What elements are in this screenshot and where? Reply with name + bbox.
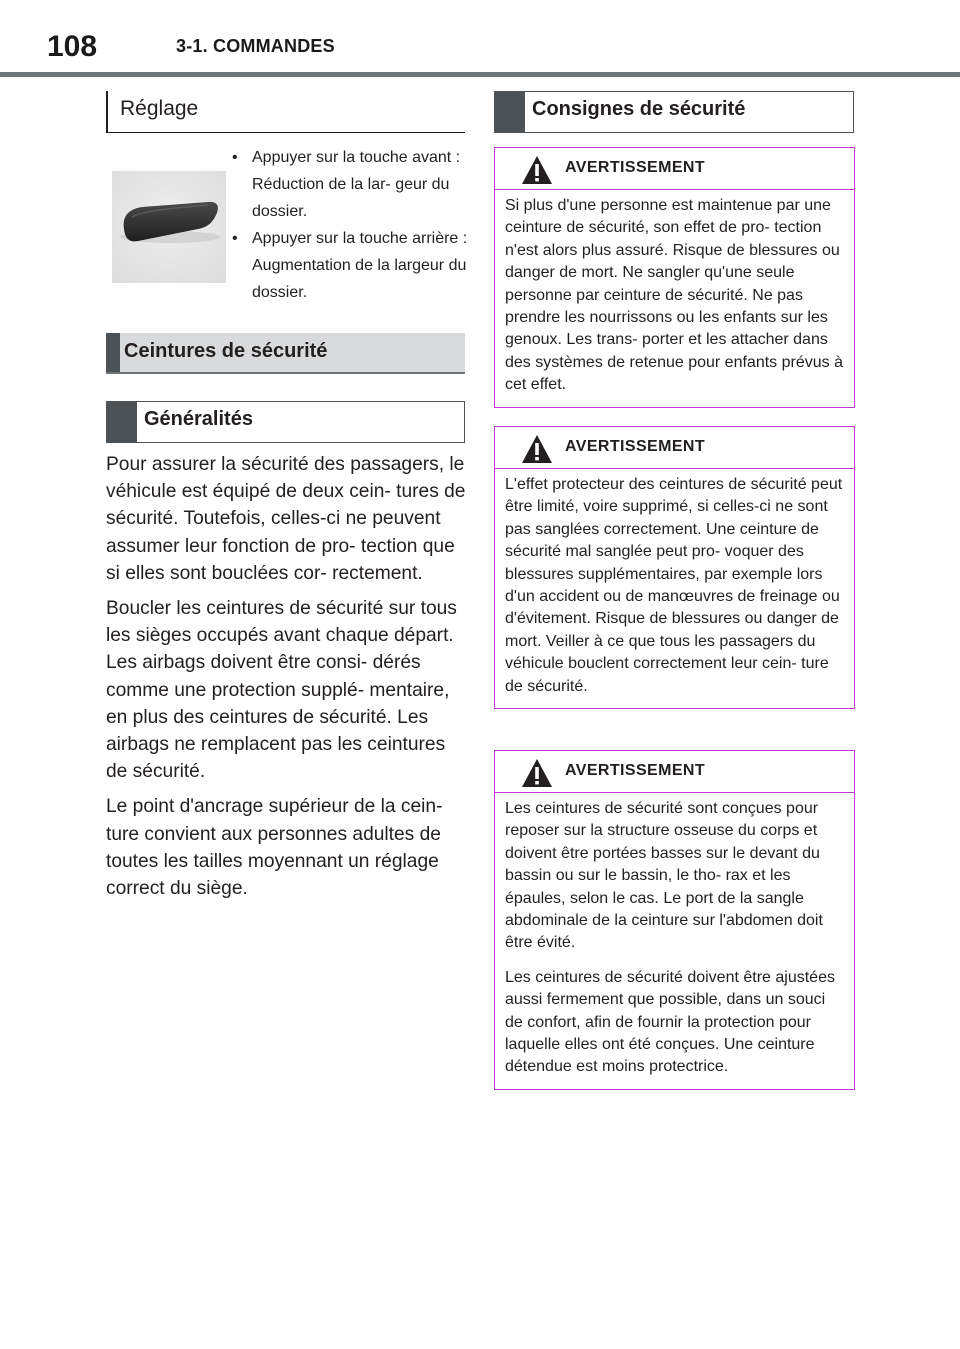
warning-box: [494, 426, 855, 709]
bullet-glyph: •: [232, 230, 238, 247]
heading-accent-bar: [107, 402, 137, 442]
paragraph: Les ceintures de sécurité doivent être ajustées aussi fermement que possible, dans un souci de confort, afin de fournir la protection pour laquelle elles ont été conçues. Une ceinture détendue est moins protectrice.: [505, 968, 835, 1076]
seat-button-image: [112, 171, 226, 283]
warning-header: [495, 148, 854, 190]
warning-body: [495, 190, 854, 407]
paragraph: Le point d'ancrage supérieur de la cein- ture convient aux personnes adultes de toutes les tailles moyennant un réglage correct du siège.: [106, 796, 443, 900]
warning-triangle-icon: [520, 757, 554, 789]
paragraph: Pour assurer la sécurité des passagers, le véhicule est équipé de deux cein- tures de sécurité. Toutefois, celles-ci ne peuvent assumer leur fonction de pro- tection que si elles sont bouclées cor- rectement.: [106, 454, 466, 584]
heading-accent-bar: [106, 333, 120, 372]
generalites-title: Généralités: [144, 408, 253, 430]
ceintures-heading: [106, 333, 465, 374]
list-item: [230, 144, 470, 225]
warning-triangle-icon: [520, 154, 554, 186]
section-label: 3-1. COMMANDES: [176, 36, 335, 56]
reglage-bullet-list: [230, 144, 470, 306]
page-header: [0, 0, 960, 78]
warning-box: [494, 750, 855, 1090]
reglage-title: Réglage: [120, 97, 199, 120]
warning-body: [495, 469, 854, 708]
warning-triangle-icon: [520, 433, 554, 465]
generalites-body: [106, 451, 468, 910]
paragraph: Si plus d'une personne est maintenue par une ceinture de sécurité, son effet de pro- tection n'est alors plus assuré. Risque de blessures ou danger de mort. Ne sangler qu'une seule personne par ceinture de sécurité. Ne pas prendre les nourrissons ou les enfants sur les genoux. Les trans- porter et les attacher dans des systèmes de retenue pour enfants prévus à cet effet.: [505, 197, 843, 394]
ceintures-title: Ceintures de sécurité: [124, 340, 328, 362]
consignes-heading: [494, 91, 854, 133]
warning-box: [494, 147, 855, 408]
bullet-text: Appuyer sur la touche arrière : Augmentation de la largeur du dossier.: [252, 230, 468, 301]
warning-label: AVERTISSEMENT: [565, 159, 706, 176]
seat-width-button-illustration: [112, 171, 226, 283]
paragraph: Boucler les ceintures de sécurité sur tous les sièges occupés avant chaque départ. Les airbags doivent être consi- dérés comme une protection supplé- mentaire, en plus des ceintures de sécurité. Les airbags ne remplacent pas les ceintures de sécurité.: [106, 598, 457, 783]
generalites-heading: [106, 401, 465, 443]
warning-body: [495, 793, 854, 1089]
bullet-glyph: •: [232, 149, 238, 166]
list-item: [230, 225, 470, 306]
warning-header: [495, 427, 854, 469]
header-rule: [0, 72, 960, 77]
reglage-heading: [106, 91, 465, 133]
bullet-text: Appuyer sur la touche avant : Réduction de la lar- geur du dossier.: [252, 149, 461, 220]
page-number: 108: [47, 30, 98, 63]
paragraph: L'effet protecteur des ceintures de sécurité peut être limité, voire supprimé, si celles-ci ne sont pas sanglées correctement. Une ceinture de sécurité mal sanglée peut pro- voquer des blessures supplémentaires, par exemple lors d'un accident ou de manœuvres de freinage ou d'évitement. Risque de blessures ou danger de mort. Veiller à ce que tous les passagers du véhicule bouclent correctement leur cein- ture de sécurité.: [505, 476, 843, 695]
warning-header: [495, 751, 854, 793]
heading-accent-bar: [495, 92, 525, 132]
warning-label: AVERTISSEMENT: [565, 438, 706, 455]
warning-label: AVERTISSEMENT: [565, 762, 706, 779]
paragraph: Les ceintures de sécurité sont conçues pour reposer sur la structure osseuse du corps et doivent être portées basses sur le devant du bassin ou sur le bassin, le tho- rax et les épaules, selon le cas. Le port de la sangle abdominale de la ceinture sur l'abdomen doit être évité.: [505, 800, 823, 952]
consignes-title: Consignes de sécurité: [532, 98, 746, 120]
